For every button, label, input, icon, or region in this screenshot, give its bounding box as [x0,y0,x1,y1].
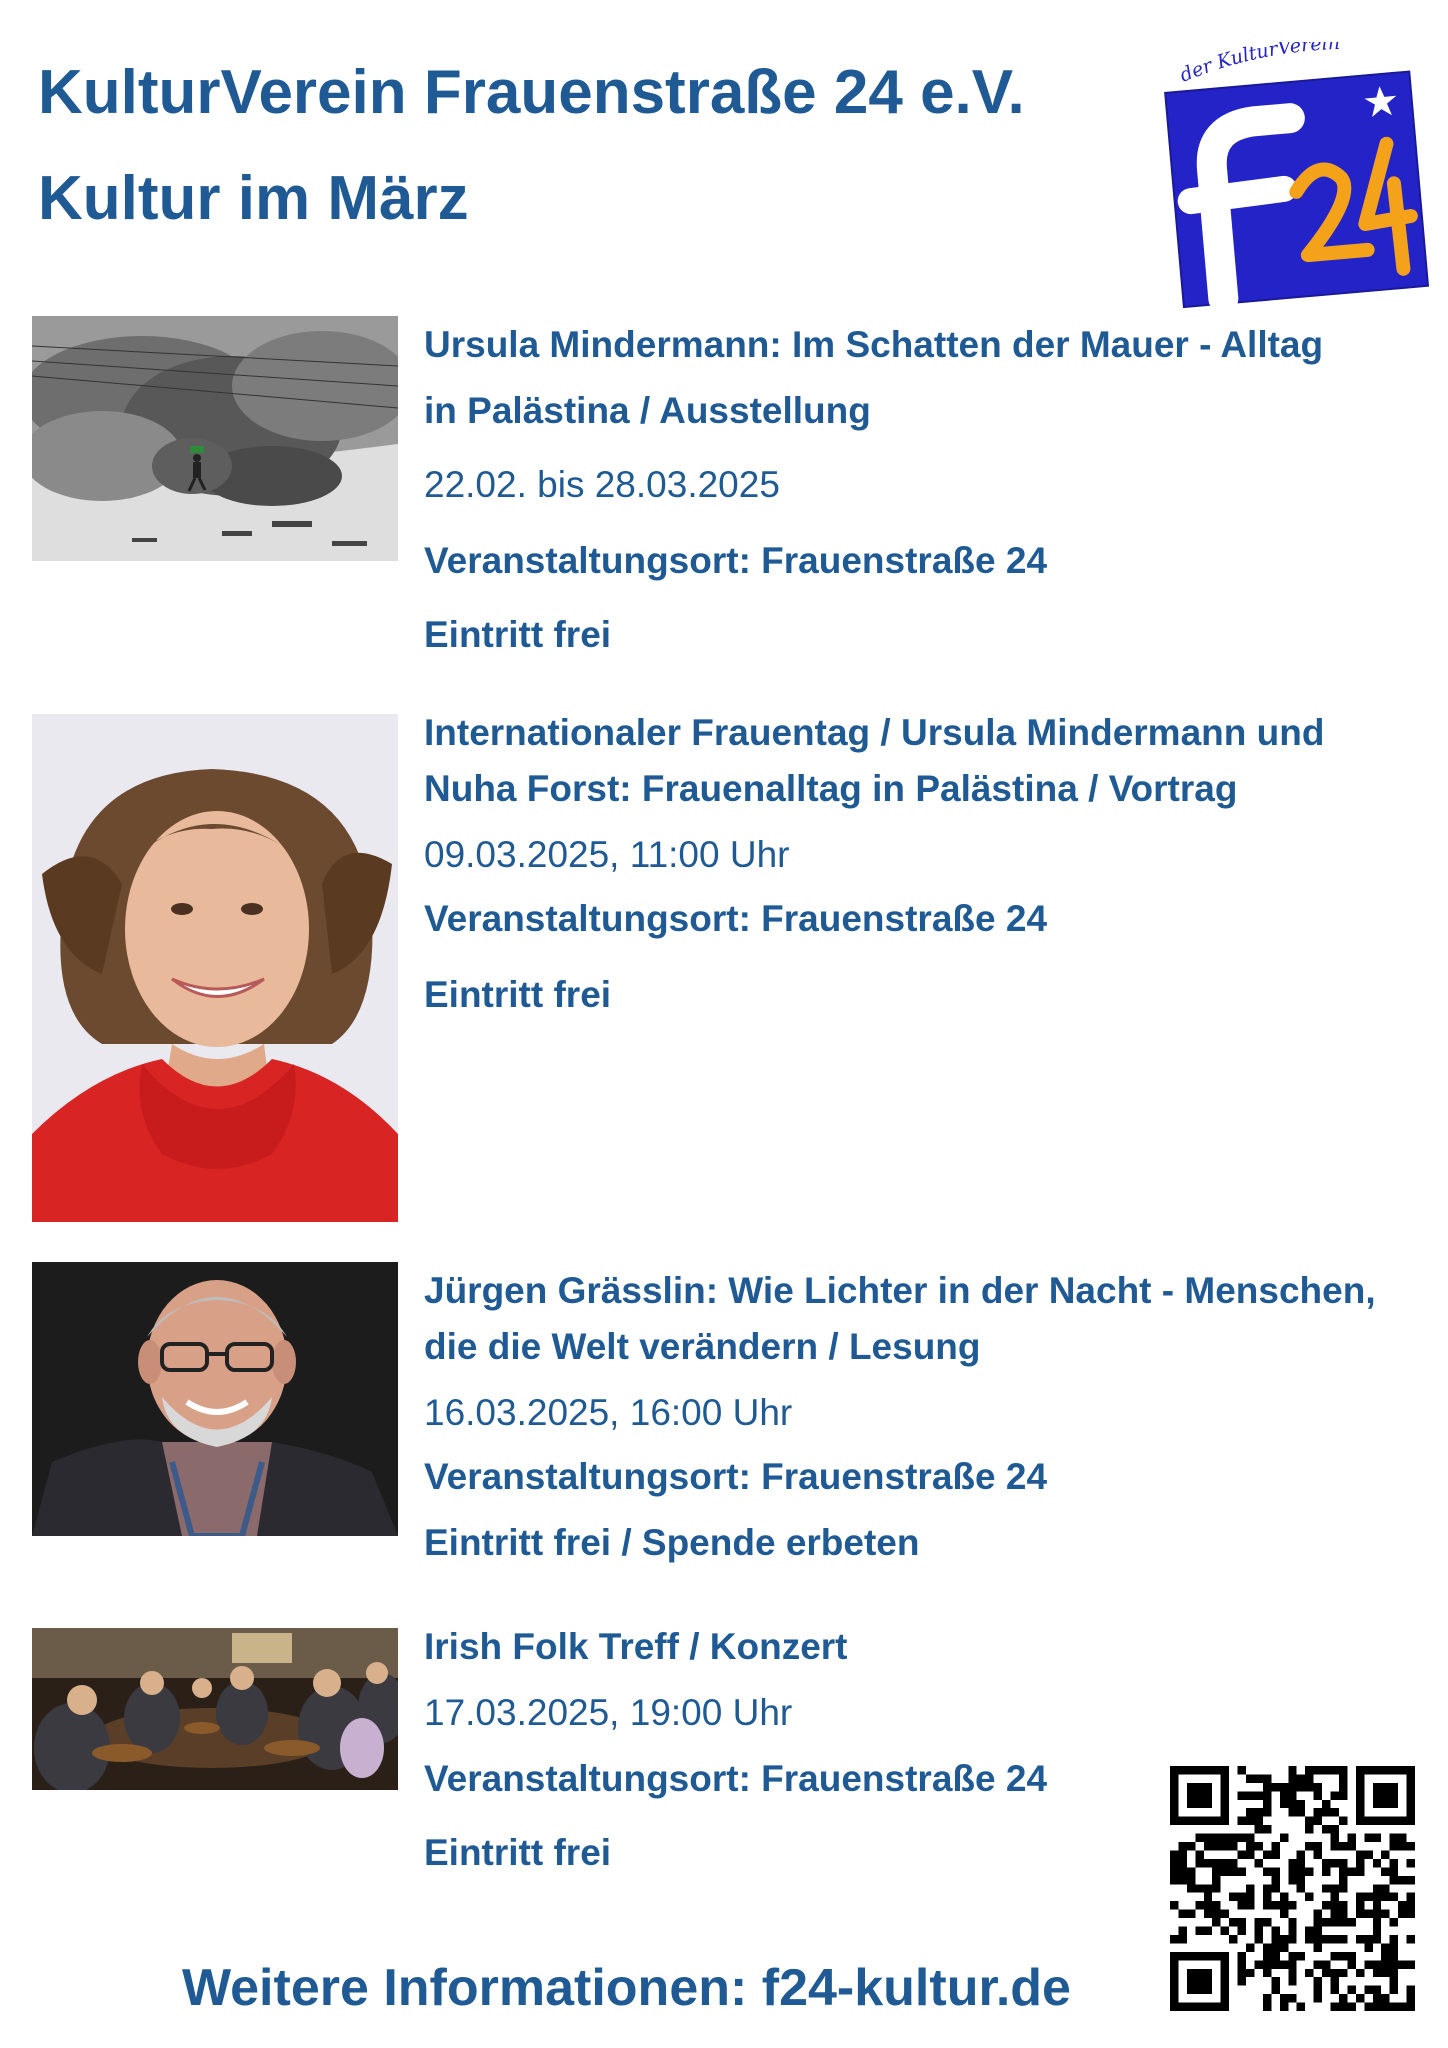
event-entry: Eintritt frei [424,1832,612,1873]
event-3 [424,1270,1424,1570]
page-subtitle: Kultur im März [38,164,469,233]
event-entry: Eintritt frei [424,614,612,655]
event-title-line2: in Palästina / Ausstellung [424,390,871,431]
event-venue: Veranstaltungsort: Frauenstraße 24 [424,1758,1048,1799]
event-title-line1: Irish Folk Treff / Konzert [424,1626,848,1667]
event-photo-musicians [32,1628,398,1790]
footer-website[interactable]: Weitere Informationen: f24-kultur.de [182,1959,1071,2017]
event-title-line1: Jürgen Grässlin: Wie Lichter in der Nacht - Menschen, [424,1270,1376,1311]
event-title-line1: Ursula Mindermann: Im Schatten der Mauer - Alltag [424,324,1324,365]
event-date: 17.03.2025, 19:00 Uhr [424,1692,793,1733]
event-title-line1: Internationaler Frauentag / Ursula Mindermann und [424,712,1325,753]
event-venue: Veranstaltungsort: Frauenstraße 24 [424,1456,1048,1497]
event-date: 16.03.2025, 16:00 Uhr [424,1392,793,1433]
event-photo-portrait-man [32,1262,398,1536]
event-title-line2: Nuha Forst: Frauenalltag in Palästina / Vortrag [424,768,1238,809]
event-venue: Veranstaltungsort: Frauenstraße 24 [424,540,1048,581]
event-2 [424,712,1424,1032]
kulturverein-logo[interactable] [1155,42,1433,312]
event-photo-portrait-woman [32,714,398,1222]
event-entry: Eintritt frei / Spende erbeten [424,1522,920,1563]
logo-arc-text: der KulturVerein [1176,42,1341,87]
event-entry: Eintritt frei [424,974,612,1015]
page-title: KulturVerein Frauenstraße 24 e.V. [38,58,1025,127]
event-1 [424,324,1424,664]
event-venue: Veranstaltungsort: Frauenstraße 24 [424,898,1048,939]
qr-code[interactable] [1170,1766,1415,2011]
event-title-line2: die die Welt verändern / Lesung [424,1326,981,1367]
event-photo-protest [32,316,398,561]
event-date: 09.03.2025, 11:00 Uhr [424,834,790,875]
event-date: 22.02. bis 28.03.2025 [424,464,780,505]
